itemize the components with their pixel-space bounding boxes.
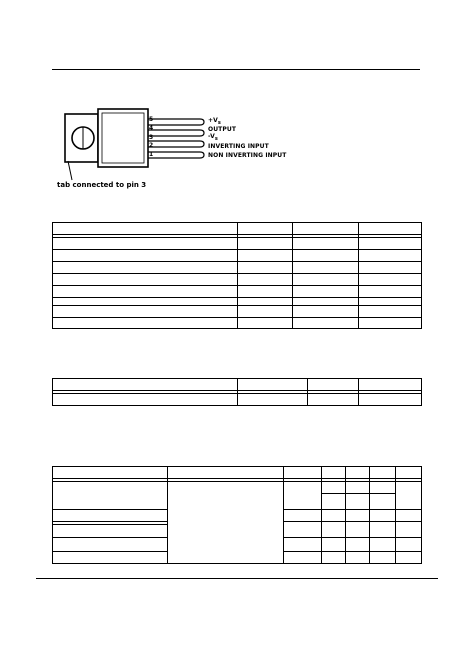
table-3-row-rule (53, 551, 167, 552)
pin-label-subscript: s (214, 136, 218, 143)
table-3-subrow-rule (321, 493, 395, 494)
table-3-row-rule (283, 509, 421, 510)
table-3-row-rule (53, 509, 167, 510)
pin-label-inverting-input: INVERTING INPUT (208, 143, 269, 150)
pin-number: 2 (149, 142, 154, 149)
table-3-row-rule (283, 551, 421, 552)
pin-label-output: OUTPUT (208, 126, 237, 133)
pin-number: 3 (149, 134, 154, 141)
table-1-row-rule (53, 297, 421, 298)
table-2-col-divider (237, 379, 238, 405)
header-rule (52, 69, 420, 70)
pin-label-minus-vs (208, 133, 218, 142)
package-pinout-diagram (50, 95, 370, 195)
table-3-row-rule (53, 521, 167, 522)
pin-number: 4 (149, 125, 154, 132)
table-3-header-rule (53, 478, 421, 479)
table-2-header-rule (53, 390, 421, 391)
table-1-header-rule (53, 237, 421, 238)
table-3-row-rule (53, 537, 167, 538)
table-1-row-rule (53, 249, 421, 250)
table-3-row-rule (53, 524, 167, 525)
table-1-header-rule (53, 234, 421, 235)
footer-rule (36, 578, 438, 579)
pin-label-non-inverting-input: NON INVERTING INPUT (208, 152, 287, 159)
pin-label-subscript: s (217, 120, 221, 127)
pin-label-text: -V (208, 133, 215, 140)
table-2 (52, 378, 422, 406)
table-1-row-rule (53, 317, 421, 318)
table-2-col-divider (307, 379, 308, 405)
table-3 (52, 466, 422, 564)
table-1-col-divider (358, 223, 359, 328)
table-2-header-rule (53, 393, 421, 394)
table-1-row-rule (53, 261, 421, 262)
pin-label-text: +V (208, 117, 218, 124)
pin-number: 1 (149, 151, 154, 158)
table-1-row-rule (53, 285, 421, 286)
pin-label-plus-vs (208, 117, 221, 126)
table-2-col-divider (358, 379, 359, 405)
table-1-col-divider (292, 223, 293, 328)
table-1-row-rule (53, 273, 421, 274)
table-3-header-rule (53, 481, 421, 482)
table-3-row-rule (283, 537, 421, 538)
table-3-row-rule (283, 521, 421, 522)
tab-connection-note: tab connected to pin 3 (57, 181, 147, 189)
table-1 (52, 222, 422, 329)
table-1-col-divider (237, 223, 238, 328)
table-1-row-rule (53, 305, 421, 306)
pin-number: 5 (149, 116, 154, 123)
